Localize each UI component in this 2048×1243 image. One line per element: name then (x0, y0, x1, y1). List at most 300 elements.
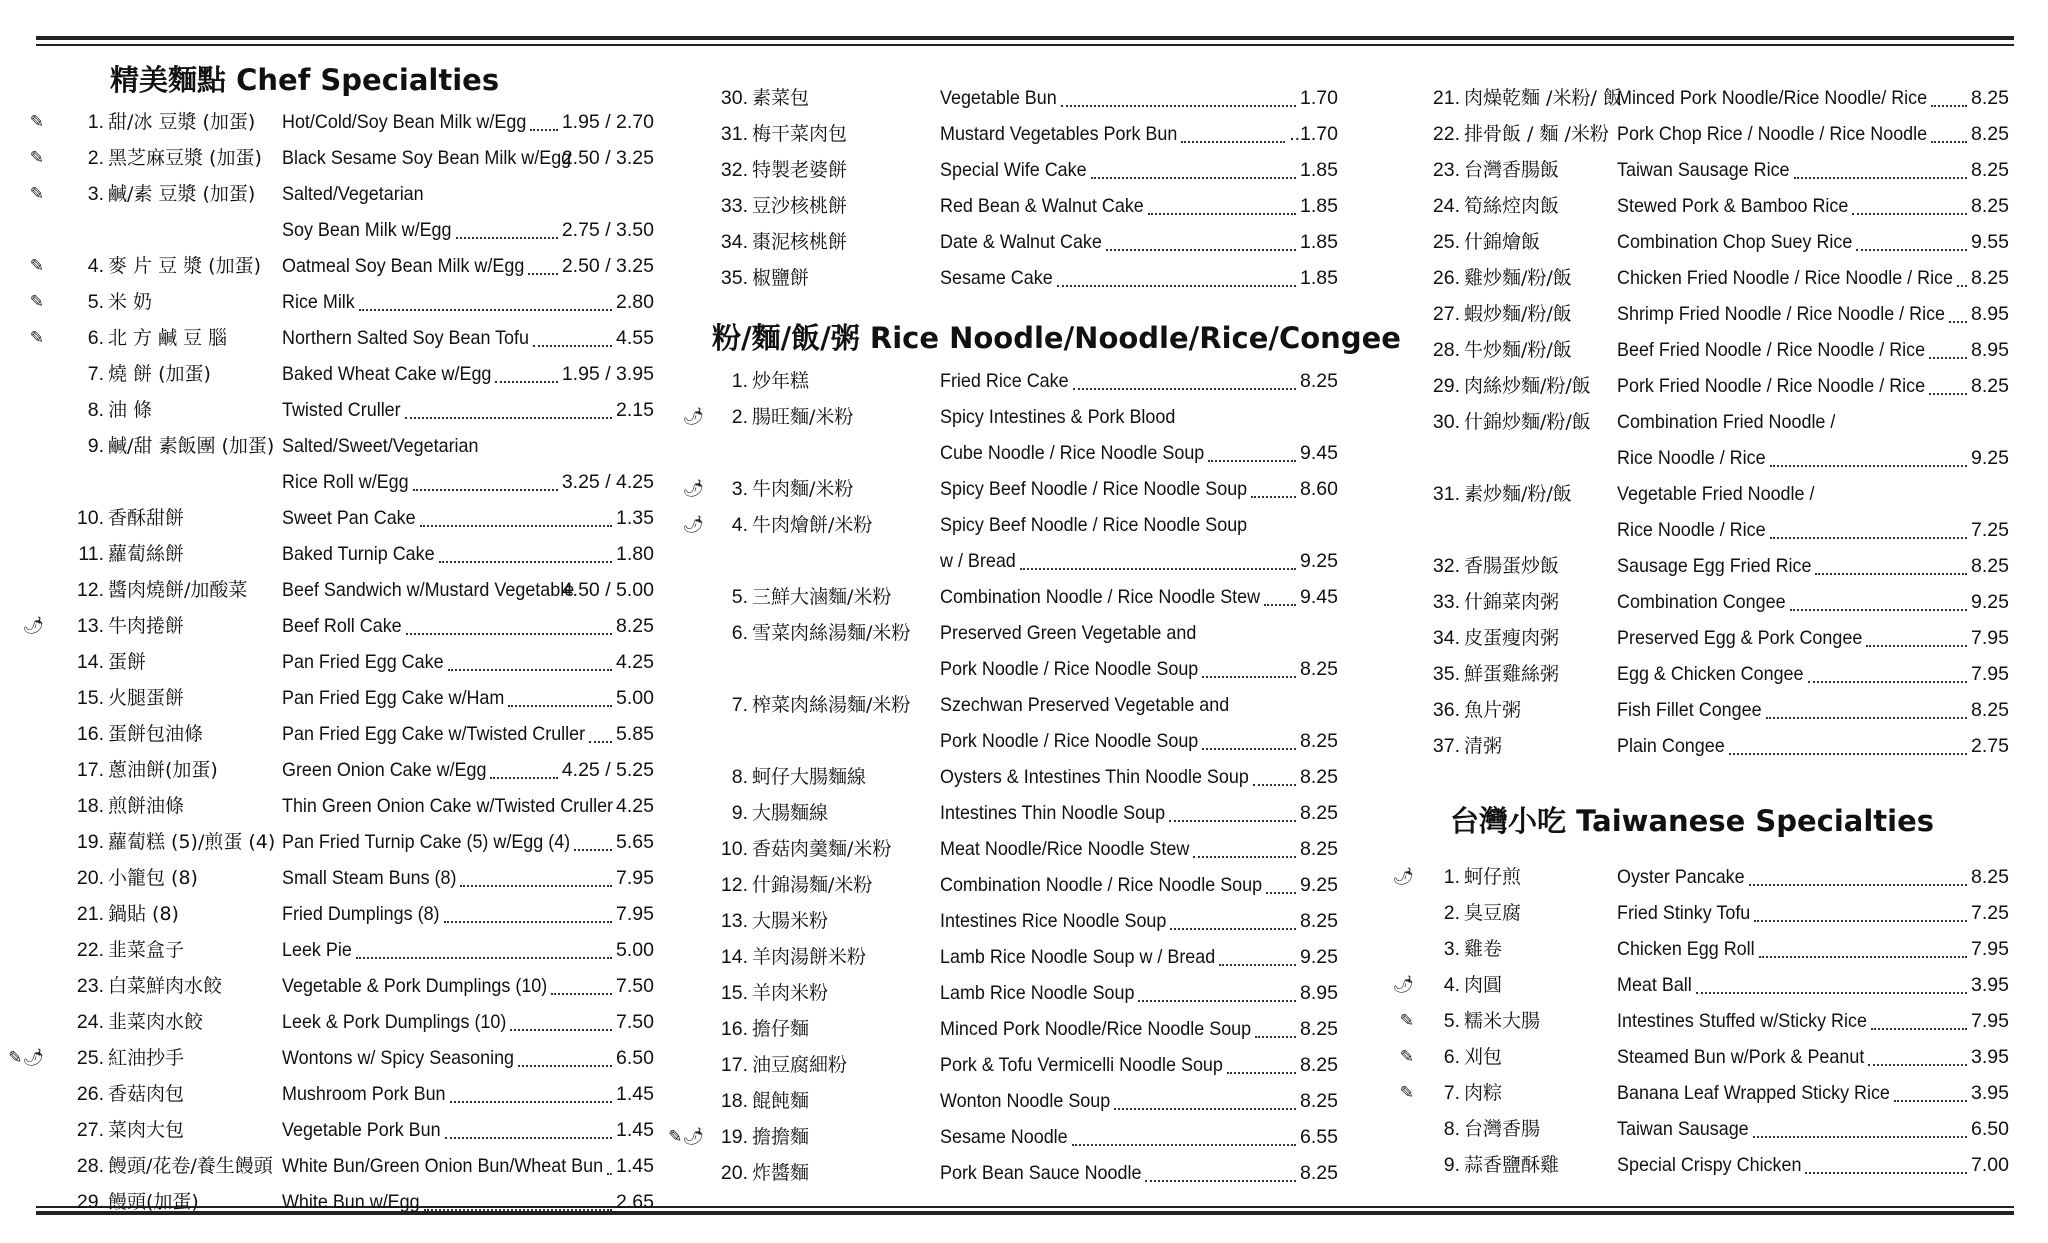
item-price: 9.25 (1300, 550, 1338, 572)
item-price: 9.45 (1300, 442, 1338, 464)
menu-item (0, 299, 2048, 329)
menu-item (0, 898, 2048, 928)
item-english-name: Black Sesame Soy Bean Milk w/Egg (282, 147, 572, 169)
item-number: 22. (76, 939, 104, 961)
egg-icon: ✎ (29, 292, 44, 311)
item-english-name: w / Bread (940, 550, 1016, 572)
item-number: 1. (1443, 866, 1460, 888)
item-price: 9.45 (1300, 586, 1338, 608)
item-english-name: Oysters & Intestines Thin Noodle Soup (940, 766, 1249, 788)
item-number: 8. (731, 766, 748, 788)
menu-item (0, 443, 2048, 473)
item-chinese-name: 大腸麵線 (752, 802, 829, 824)
item-english-name: Sausage Egg Fried Rice (1617, 555, 1812, 577)
item-price: 2.75 (1971, 735, 2009, 757)
item-price: 7.25 (1971, 902, 2009, 924)
item-chinese-name: 炒年糕 (752, 370, 810, 392)
item-english-name: Spicy Intestines & Pork Blood (940, 406, 1176, 428)
item-price: 4.25 (616, 795, 654, 817)
menu-item (0, 1114, 2048, 1144)
item-english-name: Combination Noodle / Rice Noodle Soup (940, 874, 1263, 896)
item-english-name: Lamb Rice Noodle Soup w / Bread (940, 946, 1216, 968)
item-number: 19. (720, 1126, 748, 1148)
item-chinese-name: 米 奶 (108, 291, 153, 313)
item-number: 14. (720, 946, 748, 968)
item-number: 35. (720, 267, 748, 289)
item-number: 9. (1443, 1154, 1460, 1176)
item-chinese-name: 香菇肉包 (108, 1083, 185, 1105)
item-price: 2.65 (616, 1191, 654, 1213)
item-english-name: Baked Turnip Cake (282, 543, 435, 565)
item-english-name: Wontons w/ Spicy Seasoning (282, 1047, 515, 1069)
item-english-name: Rice Noodle / Rice (1617, 519, 1766, 541)
item-number: 15. (76, 687, 104, 709)
item-price: 1.85 (1300, 195, 1338, 217)
item-price: 2.15 (616, 399, 654, 421)
item-price: 7.95 (1971, 627, 2009, 649)
item-number: 20. (76, 867, 104, 889)
item-chinese-name: 麥 片 豆 漿 (加蛋) (108, 255, 261, 277)
item-english-name: Hot/Cold/Soy Bean Milk w/Egg (282, 111, 527, 133)
item-price: 9.25 (1300, 946, 1338, 968)
item-price: 9.25 (1971, 447, 2009, 469)
egg-icon: ✎ (29, 112, 44, 131)
item-price: 1.45 (616, 1083, 654, 1105)
item-price: 8.25 (1300, 370, 1338, 392)
item-english-name: Lamb Rice Noodle Soup (940, 982, 1135, 1004)
item-chinese-name: 菜肉大包 (108, 1119, 185, 1141)
item-english-name: Leek & Pork Dumplings (10) (282, 1011, 507, 1033)
item-chinese-name: 蛋餅 (108, 651, 147, 673)
item-chinese-name: 饅頭(加蛋) (108, 1191, 199, 1213)
item-english-name: Rice Milk (282, 291, 355, 313)
item-chinese-name: 黑芝麻豆漿 (加蛋) (108, 147, 262, 169)
item-number: 3. (1443, 938, 1460, 960)
item-number: 11. (78, 543, 104, 565)
item-price: 5.65 (616, 831, 654, 853)
item-english-name: Pork & Tofu Vermicelli Noodle Soup (940, 1054, 1223, 1076)
item-price: 8.25 (1300, 838, 1338, 860)
section-title: 台灣小吃 Taiwanese Specialties (1450, 804, 1935, 838)
item-english-name: Special Crispy Chicken (1617, 1154, 1802, 1176)
item-price: 4.50 / 5.00 (561, 579, 654, 601)
item-number: 25. (76, 1047, 104, 1069)
item-number: 31. (1432, 483, 1460, 505)
item-number: 24. (1432, 195, 1460, 217)
menu-item (0, 1150, 2048, 1180)
item-price: 5.00 (616, 687, 654, 709)
item-english-name: Thin Green Onion Cake w/Twisted Cruller (282, 795, 614, 817)
item-number: 7. (87, 363, 104, 385)
item-number: 4. (1443, 974, 1460, 996)
menu-item (0, 762, 2048, 792)
menu-item (0, 1187, 2048, 1217)
item-english-name: Combination Chop Suey Rice (1617, 231, 1853, 253)
item-english-name: Pork Noodle / Rice Noodle Soup (940, 730, 1199, 752)
item-chinese-name: 蒜香鹽酥雞 (1464, 1154, 1560, 1176)
item-number: 35. (1432, 663, 1460, 685)
top-rule-thick (36, 36, 2014, 40)
top-rule-thin (36, 44, 2014, 46)
item-price: 2.75 / 3.50 (561, 219, 654, 241)
menu-item (0, 191, 2048, 221)
item-english-name: Baked Wheat Cake w/Egg (282, 363, 492, 385)
item-english-name: Intestines Stuffed w/Sticky Rice (1617, 1010, 1867, 1032)
item-english-name: Pan Fried Egg Cake w/Twisted Cruller (282, 723, 586, 745)
menu-item (0, 731, 2048, 761)
item-price: 4.25 (616, 651, 654, 673)
menu-item (0, 335, 2048, 365)
egg-spicy-icon: ✎🌶 (8, 1048, 44, 1067)
item-price: 8.25 (1300, 1054, 1338, 1076)
item-price: 8.25 (1300, 1018, 1338, 1040)
item-price: 8.25 (1300, 766, 1338, 788)
item-price: 3.25 / 4.25 (561, 471, 654, 493)
item-number: 34. (720, 231, 748, 253)
item-price: 7.50 (616, 975, 654, 997)
item-number: 3. (731, 478, 748, 500)
item-english-name: Steamed Bun w/Pork & Peanut (1617, 1046, 1865, 1068)
item-price: 1.85 (1300, 231, 1338, 253)
item-number: 1. (731, 370, 748, 392)
egg-spicy-icon: ✎🌶 (668, 1127, 704, 1146)
item-english-name: White Bun w/Egg (282, 1191, 420, 1213)
item-english-name: Beef Fried Noodle / Rice Noodle / Rice (1617, 339, 1926, 361)
item-number: 33. (720, 195, 748, 217)
item-english-name: Date & Walnut Cake (940, 231, 1102, 253)
item-english-name: Green Onion Cake w/Egg (282, 759, 487, 781)
item-price: 8.25 (1971, 555, 2009, 577)
menu-item (0, 970, 2048, 1000)
item-price: 1.85 (1300, 267, 1338, 289)
item-chinese-name: 煎餅油條 (108, 795, 185, 817)
item-number: 9. (87, 435, 104, 457)
item-number: 32. (720, 159, 748, 181)
item-english-name: Oatmeal Soy Bean Milk w/Egg (282, 255, 525, 277)
item-english-name: Mustard Vegetables Pork Bun (940, 123, 1178, 145)
item-chinese-name: 台灣香腸 (1464, 1118, 1541, 1140)
item-chinese-name: 炸醬麵 (752, 1162, 810, 1184)
item-english-name: Shrimp Fried Noodle / Rice Noodle / Rice (1617, 303, 1946, 325)
item-chinese-name: 雪菜肉絲湯麵/米粉 (752, 622, 911, 644)
item-chinese-name: 豆沙核桃餅 (752, 195, 848, 217)
item-english-name: Intestines Thin Noodle Soup (940, 802, 1166, 824)
item-price: 8.25 (1971, 87, 2009, 109)
egg-icon: ✎ (29, 328, 44, 347)
menu-item (0, 155, 2048, 185)
item-english-name: Beef Roll Cake (282, 615, 402, 637)
item-chinese-name: 鹹/素 豆漿 (加蛋) (108, 183, 256, 205)
item-number: 29. (76, 1191, 104, 1213)
item-price: 6.50 (616, 1047, 654, 1069)
item-price: ..1.70 (1289, 123, 1338, 145)
item-english-name: Sesame Noodle (940, 1126, 1068, 1148)
item-chinese-name: 特製老婆餅 (752, 159, 848, 181)
item-price: 8.25 (1971, 159, 2009, 181)
item-number: 17. (76, 759, 104, 781)
item-price: 1.95 / 3.95 (561, 363, 654, 385)
item-chinese-name: 蘿蔔絲餅 (108, 543, 185, 565)
item-price: 7.95 (1971, 1010, 2009, 1032)
item-number: 6. (1443, 1046, 1460, 1068)
item-chinese-name: 素菜包 (752, 87, 810, 109)
item-number: 6. (731, 622, 748, 644)
item-chinese-name: 蚵仔大腸麵線 (752, 766, 867, 788)
spicy-icon: 🌶 (1392, 975, 1414, 994)
item-english-name: Egg & Chicken Congee (1617, 663, 1804, 685)
item-chinese-name: 牛肉燴餅/米粉 (752, 514, 873, 536)
item-chinese-name: 香菇肉羹麵/米粉 (752, 838, 892, 860)
item-english-name: Oyster Pancake (1617, 866, 1745, 888)
item-price: 8.25 (1300, 1090, 1338, 1112)
item-number: 13. (720, 910, 748, 932)
item-english-name: Plain Congee (1617, 735, 1725, 757)
item-price: 1.45 (616, 1155, 654, 1177)
item-number: 8. (87, 399, 104, 421)
item-price: 1.70 (1300, 87, 1338, 109)
item-number: 23. (1432, 159, 1460, 181)
item-english-name: Special Wife Cake (940, 159, 1087, 181)
menu-item (0, 227, 2048, 257)
item-chinese-name: 醬肉燒餅/加酸菜 (108, 579, 248, 601)
item-price: 3.95 (1971, 974, 2009, 996)
egg-icon: ✎ (1399, 1011, 1414, 1030)
item-english-name: Meat Noodle/Rice Noodle Stew (940, 838, 1190, 860)
spicy-icon: 🌶 (1392, 867, 1414, 886)
item-number: 23. (76, 975, 104, 997)
item-chinese-name: 榨菜肉絲湯麵/米粉 (752, 694, 911, 716)
menu-item (0, 479, 2048, 509)
menu-item (0, 263, 2048, 293)
item-number: 30. (1432, 411, 1460, 433)
item-chinese-name: 肉燥乾麵 /米粉/ 飯 (1464, 87, 1622, 109)
item-english-name: Spicy Beef Noodle / Rice Noodle Soup (940, 514, 1248, 536)
item-chinese-name: 魚片粥 (1464, 699, 1522, 721)
spicy-icon: 🌶 (682, 479, 704, 498)
item-price: 8.25 (616, 615, 654, 637)
item-price: 8.25 (1971, 375, 2009, 397)
item-chinese-name: 梅干菜肉包 (752, 123, 848, 145)
item-number: 28. (76, 1155, 104, 1177)
item-price: 1.85 (1300, 159, 1338, 181)
item-english-name: Beef Sandwich w/Mustard Vegetable (282, 579, 575, 601)
item-english-name: Northern Salted Soy Bean Tofu (282, 327, 530, 349)
item-chinese-name: 刈包 (1464, 1046, 1503, 1068)
item-price: 4.55 (616, 327, 654, 349)
item-chinese-name: 肉粽 (1464, 1082, 1503, 1104)
item-chinese-name: 筍絲焢肉飯 (1464, 195, 1560, 217)
item-chinese-name: 雞卷 (1464, 938, 1503, 960)
item-english-name: Preserved Egg & Pork Congee (1617, 627, 1863, 649)
item-english-name: Combination Congee (1617, 591, 1786, 613)
item-english-name: Vegetable & Pork Dumplings (10) (282, 975, 548, 997)
item-price: 7.95 (616, 903, 654, 925)
item-chinese-name: 肉圓 (1464, 974, 1503, 996)
item-price: 3.95 (1971, 1082, 2009, 1104)
item-number: 21. (1432, 87, 1460, 109)
menu-item (0, 371, 2048, 401)
item-chinese-name: 紅油抄手 (108, 1047, 185, 1069)
item-price: 8.25 (1300, 730, 1338, 752)
item-chinese-name: 蝦炒麵/粉/飯 (1464, 303, 1572, 325)
item-number: 7. (731, 694, 748, 716)
item-chinese-name: 牛肉捲餅 (108, 615, 185, 637)
item-number: 30. (720, 87, 748, 109)
item-number: 13. (76, 615, 104, 637)
menu-item (0, 659, 2048, 689)
item-number: 27. (1432, 303, 1460, 325)
item-chinese-name: 台灣香腸飯 (1464, 159, 1560, 181)
item-english-name: Banana Leaf Wrapped Sticky Rice (1617, 1082, 1890, 1104)
item-english-name: Pork Noodle / Rice Noodle Soup (940, 658, 1199, 680)
item-price: 2.50 / 3.25 (561, 255, 654, 277)
item-number: 19. (76, 831, 104, 853)
item-price: 7.25 (1971, 519, 2009, 541)
menu-item (0, 1006, 2048, 1036)
item-english-name: Minced Pork Noodle/Rice Noodle/ Rice (1617, 87, 1928, 109)
item-english-name: Leek Pie (282, 939, 352, 961)
menu-item (0, 695, 2048, 725)
menu-item (0, 551, 2048, 581)
menu-item (0, 407, 2048, 437)
item-english-name: Fried Rice Cake (940, 370, 1069, 392)
egg-icon: ✎ (1399, 1047, 1414, 1066)
item-english-name: Salted/Vegetarian (282, 183, 424, 205)
item-price: 8.95 (1971, 303, 2009, 325)
item-price: 7.95 (616, 867, 654, 889)
item-number: 26. (76, 1083, 104, 1105)
item-price: 7.95 (1971, 938, 2009, 960)
item-english-name: Vegetable Bun (940, 87, 1057, 109)
item-english-name: Red Bean & Walnut Cake (940, 195, 1144, 217)
item-chinese-name: 蘿蔔糕 (5)/煎蛋 (4) (108, 831, 276, 853)
item-english-name: Taiwan Sausage Rice (1617, 159, 1790, 181)
item-chinese-name: 臭豆腐 (1464, 902, 1522, 924)
spicy-icon: 🌶 (22, 616, 44, 635)
item-english-name: Vegetable Fried Noodle / (1617, 483, 1815, 505)
item-english-name: Pan Fried Egg Cake (282, 651, 444, 673)
item-english-name: Rice Noodle / Rice (1617, 447, 1766, 469)
egg-icon: ✎ (29, 148, 44, 167)
item-price: 8.25 (1971, 866, 2009, 888)
item-price: 5.85 (616, 723, 654, 745)
item-number: 5. (1443, 1010, 1460, 1032)
item-price: 8.25 (1971, 699, 2009, 721)
item-chinese-name: 火腿蛋餅 (108, 687, 185, 709)
item-english-name: Combination Noodle / Rice Noodle Stew (940, 586, 1261, 608)
item-price: 3.95 (1971, 1046, 2009, 1068)
item-english-name: Minced Pork Noodle/Rice Noodle Soup (940, 1018, 1252, 1040)
item-number: 4. (87, 255, 104, 277)
item-number: 28. (1432, 339, 1460, 361)
egg-icon: ✎ (29, 256, 44, 275)
item-chinese-name: 素炒麵/粉/飯 (1464, 483, 1572, 505)
item-number: 18. (720, 1090, 748, 1112)
item-price: 9.25 (1300, 874, 1338, 896)
item-chinese-name: 甜/冰 豆漿 (加蛋) (108, 111, 256, 133)
item-number: 8. (1443, 1118, 1460, 1140)
item-number: 17. (720, 1054, 748, 1076)
item-english-name: Stewed Pork & Bamboo Rice (1617, 195, 1849, 217)
item-english-name: Mushroom Pork Bun (282, 1083, 446, 1105)
item-chinese-name: 香腸蛋炒飯 (1464, 555, 1560, 577)
item-number: 22. (1432, 123, 1460, 145)
item-number: 27. (76, 1119, 104, 1141)
item-english-name: Soy Bean Milk w/Egg (282, 219, 452, 241)
item-english-name: Chicken Egg Roll (1617, 938, 1755, 960)
item-english-name: Fish Fillet Congee (1617, 699, 1762, 721)
item-english-name: Pork Fried Noodle / Rice Noodle / Rice (1617, 375, 1926, 397)
section-title: 精美麵點 Chef Specialties (110, 63, 500, 97)
item-number: 31. (720, 123, 748, 145)
item-number: 2. (87, 147, 104, 169)
item-number: 36. (1432, 699, 1460, 721)
item-price: 8.25 (1971, 195, 2009, 217)
item-price: 1.95 / 2.70 (561, 111, 654, 133)
item-chinese-name: 雞炒麵/粉/飯 (1464, 267, 1572, 289)
item-chinese-name: 白菜鮮肉水餃 (108, 975, 223, 997)
item-number: 14. (76, 651, 104, 673)
item-price: 1.80 (616, 543, 654, 565)
item-number: 32. (1432, 555, 1460, 577)
item-english-name: Cube Noodle / Rice Noodle Soup (940, 442, 1205, 464)
item-english-name: Fried Dumplings (8) (282, 903, 440, 925)
item-english-name: Small Steam Buns (8) (282, 867, 457, 889)
menu-item (0, 119, 2048, 149)
item-price: 7.50 (616, 1011, 654, 1033)
item-price: 8.95 (1300, 982, 1338, 1004)
item-number: 4. (731, 514, 748, 536)
item-chinese-name: 什錦炒麵/粉/飯 (1464, 411, 1591, 433)
spicy-icon: 🌶 (682, 515, 704, 534)
item-chinese-name: 小籠包 (8) (108, 867, 198, 889)
item-chinese-name: 牛肉麵/米粉 (752, 478, 854, 500)
item-chinese-name: 羊肉米粉 (752, 982, 829, 1004)
item-price: 5.00 (616, 939, 654, 961)
item-english-name: Salted/Sweet/Vegetarian (282, 435, 479, 457)
item-number: 29. (1432, 375, 1460, 397)
spicy-icon: 🌶 (682, 407, 704, 426)
item-number: 20. (720, 1162, 748, 1184)
item-price: 1.35 (616, 507, 654, 529)
item-chinese-name: 香酥甜餅 (108, 507, 185, 529)
item-number: 16. (720, 1018, 748, 1040)
item-number: 21. (76, 903, 104, 925)
item-chinese-name: 大腸米粉 (752, 910, 829, 932)
item-english-name: Pork Chop Rice / Noodle / Rice Noodle (1617, 123, 1928, 145)
item-chinese-name: 排骨飯 / 麵 /米粉 (1464, 123, 1609, 145)
item-chinese-name: 皮蛋瘦肉粥 (1464, 627, 1560, 649)
item-english-name: Meat Ball (1617, 974, 1692, 996)
item-chinese-name: 什錦菜肉粥 (1464, 591, 1560, 613)
item-price: 9.55 (1971, 231, 2009, 253)
item-number: 16. (76, 723, 104, 745)
item-english-name: Combination Fried Noodle / (1617, 411, 1836, 433)
item-english-name: Spicy Beef Noodle / Rice Noodle Soup (940, 478, 1248, 500)
item-chinese-name: 韭菜盒子 (108, 939, 185, 961)
item-english-name: Rice Roll w/Egg (282, 471, 409, 493)
item-price: 2.80 (616, 291, 654, 313)
item-english-name: Twisted Cruller (282, 399, 401, 421)
item-price: 8.25 (1300, 802, 1338, 824)
item-chinese-name: 饅頭/花卷/養生饅頭 (108, 1155, 273, 1177)
item-english-name: Vegetable Pork Bun (282, 1119, 441, 1141)
item-price: 8.25 (1300, 910, 1338, 932)
item-english-name: Wonton Noodle Soup (940, 1090, 1111, 1112)
item-price: 6.55 (1300, 1126, 1338, 1148)
section-title: 粉/麵/飯/粥 Rice Noodle/Noodle/Rice/Congee (712, 321, 1401, 355)
egg-icon: ✎ (29, 184, 44, 203)
